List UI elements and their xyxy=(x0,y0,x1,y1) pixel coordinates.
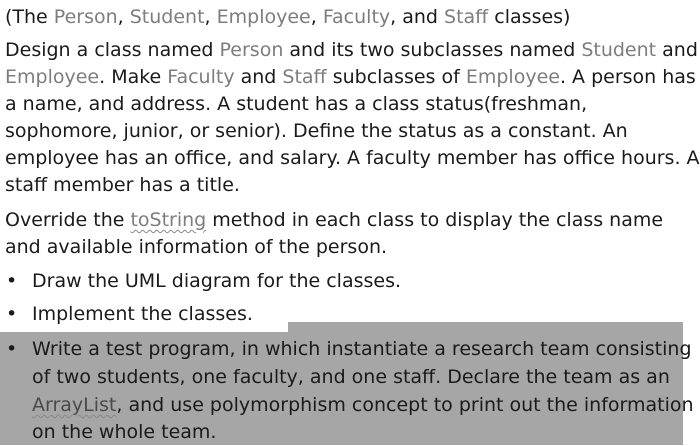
bullet-icon: • xyxy=(6,338,18,360)
bullet-item-test-line-4: on the whole team. xyxy=(32,421,217,443)
class-name-faculty: Faculty xyxy=(322,6,391,28)
class-name-employee: Employee xyxy=(5,66,100,88)
text: and its two subclasses named xyxy=(283,39,582,61)
bullet-icon: • xyxy=(6,270,18,292)
heading-line xyxy=(5,4,570,31)
class-name-student: Student xyxy=(129,6,205,28)
bullet-icon: • xyxy=(6,303,18,325)
text: Override the xyxy=(5,209,131,231)
text: . A person has xyxy=(559,66,696,88)
heading-close: classes) xyxy=(488,6,571,28)
text: and xyxy=(656,39,698,61)
class-name-staff: Staff xyxy=(282,66,327,88)
class-name-person: Person xyxy=(219,39,284,61)
text: and xyxy=(234,66,283,88)
bullet-item-test-line-2: of two students, one faculty, and one staff. Declare the team as an xyxy=(32,366,670,388)
text: Design a class named xyxy=(5,39,220,61)
text: subclasses of xyxy=(326,66,466,88)
class-name-staff: Staff xyxy=(444,6,489,28)
bullet-item-test-line-3 xyxy=(32,392,694,419)
arraylist-type-name: ArrayList xyxy=(32,394,117,416)
heading-sep: , xyxy=(310,6,323,28)
gray-highlight-band-top xyxy=(288,322,683,334)
class-name-employee: Employee xyxy=(216,6,311,28)
paragraph-2-line-2: and available information of the person. xyxy=(5,236,388,258)
tostring-method-name: toString xyxy=(130,209,207,231)
paragraph-1-line-3: a name, and address. A student has a class status(freshman, xyxy=(5,93,588,115)
class-name-employee: Employee xyxy=(465,66,560,88)
bullet-item-uml: Draw the UML diagram for the classes. xyxy=(32,270,402,292)
paragraph-1-line-5: employee has an office, and salary. A faculty member has office hours. A xyxy=(5,147,700,169)
heading-sep: , xyxy=(117,6,130,28)
class-name-student: Student xyxy=(581,39,657,61)
paragraph-2-line-1 xyxy=(5,207,663,234)
heading-open: (The xyxy=(5,6,54,28)
paragraph-1-line-4: sophomore, junior, or senior). Define the status as a constant. An xyxy=(5,120,628,142)
bullet-item-test-line-1: Write a test program, in which instantiate a research team consisting xyxy=(32,338,692,360)
paragraph-1-line-1 xyxy=(5,37,698,64)
class-name-person: Person xyxy=(53,6,118,28)
text: method in each class to display the class name xyxy=(206,209,664,231)
text: , and use polymorphism concept to print out the information xyxy=(116,394,694,416)
paragraph-1-line-6: staff member has a title. xyxy=(5,174,240,196)
paragraph-1-line-2 xyxy=(5,64,696,91)
bullet-item-implement: Implement the classes. xyxy=(32,303,253,325)
class-name-faculty: Faculty xyxy=(167,66,235,88)
text: . Make xyxy=(99,66,168,88)
heading-sep: , xyxy=(204,6,217,28)
heading-sep: , and xyxy=(390,6,445,28)
